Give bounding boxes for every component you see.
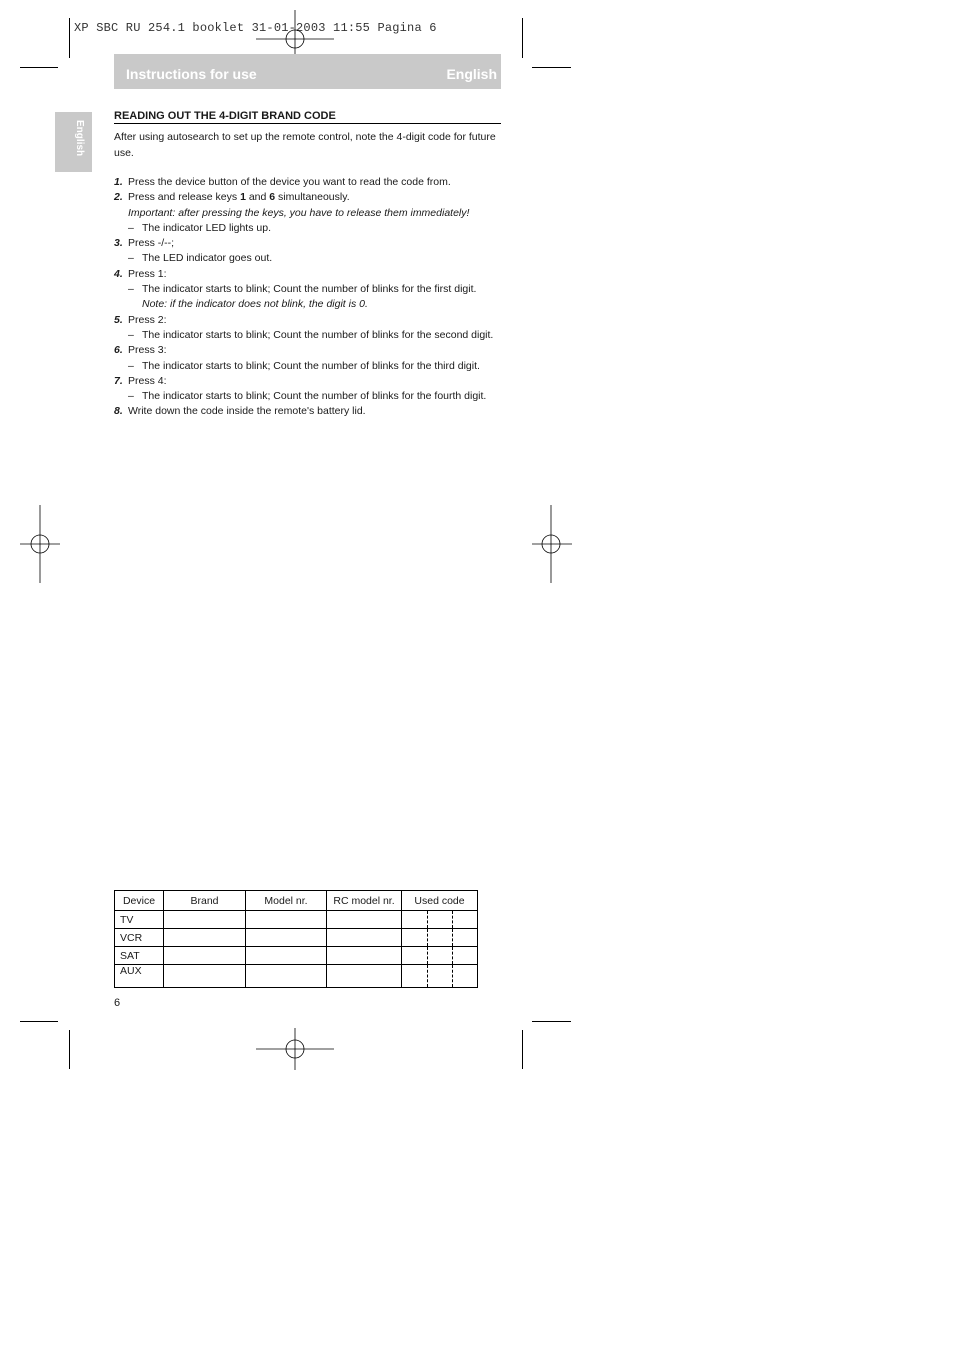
step-number: 7. xyxy=(114,374,123,387)
list-item xyxy=(114,236,504,251)
column-header: Model nr. xyxy=(246,891,327,911)
crop-mark xyxy=(532,1021,571,1022)
crop-mark xyxy=(20,1021,58,1022)
device-cell: VCR xyxy=(115,929,164,947)
step-result: – The indicator starts to blink; Count the number of blinks for the third digit. xyxy=(128,359,480,372)
step-text: Write down the code inside the remote's battery lid. xyxy=(128,405,366,418)
table-header-row xyxy=(115,891,478,911)
rc-model-cell xyxy=(327,947,402,965)
step-text: Press the device button of the device you want to read the code from. xyxy=(128,176,451,188)
table-row xyxy=(115,947,478,965)
registration-mark-icon xyxy=(20,505,62,585)
brand-cell xyxy=(164,965,246,988)
step-text: Press 2: xyxy=(128,313,167,326)
crop-mark xyxy=(532,67,571,68)
crop-mark xyxy=(69,1030,70,1069)
brand-cell xyxy=(164,911,246,929)
step-number: 1. xyxy=(114,176,123,188)
list-item xyxy=(114,404,504,419)
device-cell: SAT xyxy=(115,947,164,965)
step-number: 8. xyxy=(114,405,123,418)
step-result: – The LED indicator goes out. xyxy=(128,252,273,265)
step-text: Press 4: xyxy=(128,374,167,387)
step-note: Note: if the indicator does not blink, the digit is 0. xyxy=(142,298,368,311)
model-cell xyxy=(246,911,327,929)
section-title: READING OUT THE 4-DIGIT BRAND CODE xyxy=(114,110,501,124)
list-item xyxy=(114,343,504,358)
column-header: Device xyxy=(115,891,164,911)
used-code-cell xyxy=(402,947,478,965)
print-slug: XP SBC RU 254.1 booklet 31-01-2003 11:55 Pagina 6 xyxy=(74,21,437,35)
list-item xyxy=(114,175,504,190)
code-table xyxy=(114,890,478,988)
device-cell: TV xyxy=(115,911,164,929)
rc-model-cell xyxy=(327,965,402,988)
crop-mark xyxy=(69,18,70,58)
used-code-cell xyxy=(402,911,478,929)
model-cell xyxy=(246,965,327,988)
step-number: 2. xyxy=(114,191,123,204)
step-text: Press 3: xyxy=(128,344,167,357)
crop-mark xyxy=(522,18,523,58)
table-row xyxy=(115,911,478,929)
list-item xyxy=(114,374,504,389)
registration-mark-icon xyxy=(256,1028,336,1070)
column-header: Brand xyxy=(164,891,246,911)
list-item xyxy=(114,267,504,282)
step-result: – The indicator starts to blink; Count the number of blinks for the second digit. xyxy=(128,328,494,341)
step-note: Important: after pressing the keys, you have to release them immediately! xyxy=(128,206,470,219)
brand-cell xyxy=(164,929,246,947)
device-cell: AUX xyxy=(115,965,164,988)
side-tab-label: English xyxy=(74,120,85,157)
rc-model-cell xyxy=(327,911,402,929)
registration-mark-icon xyxy=(530,505,572,585)
brand-cell xyxy=(164,947,246,965)
step-text: Press and release keys 1 and 6 simultaneously. xyxy=(128,191,350,204)
step-result: – The indicator starts to blink; Count the number of blinks for the first digit. xyxy=(128,283,477,296)
step-number: 5. xyxy=(114,313,123,326)
model-cell xyxy=(246,929,327,947)
step-number: 6. xyxy=(114,344,123,357)
column-header: RC model nr. xyxy=(327,891,402,911)
step-number: 4. xyxy=(114,267,123,280)
table-row xyxy=(115,929,478,947)
steps-list xyxy=(114,175,504,420)
crop-mark xyxy=(522,1030,523,1069)
used-code-cell xyxy=(402,929,478,947)
step-number: 3. xyxy=(114,237,123,250)
page-number: 6 xyxy=(114,997,121,1009)
list-item xyxy=(114,313,504,328)
used-code-cell xyxy=(402,965,478,988)
intro-paragraph: After using autosearch to set up the remote control, note the 4-digit code for future use. xyxy=(114,131,496,159)
registration-mark-icon xyxy=(256,10,336,58)
column-header: Used code xyxy=(402,891,478,911)
header-title: Instructions for use xyxy=(126,66,257,82)
list-item xyxy=(114,190,504,205)
side-language-tab xyxy=(55,112,92,172)
header-language: English xyxy=(446,66,497,82)
step-result: – The indicator LED lights up. xyxy=(128,221,271,234)
header-bar xyxy=(114,54,501,89)
table-row xyxy=(115,965,478,988)
rc-model-cell xyxy=(327,929,402,947)
step-text: Press 1: xyxy=(128,267,167,280)
step-text: Press -/--; xyxy=(128,237,175,250)
crop-mark xyxy=(20,67,58,68)
step-result: – The indicator starts to blink; Count the number of blinks for the fourth digit. xyxy=(128,390,487,403)
model-cell xyxy=(246,947,327,965)
